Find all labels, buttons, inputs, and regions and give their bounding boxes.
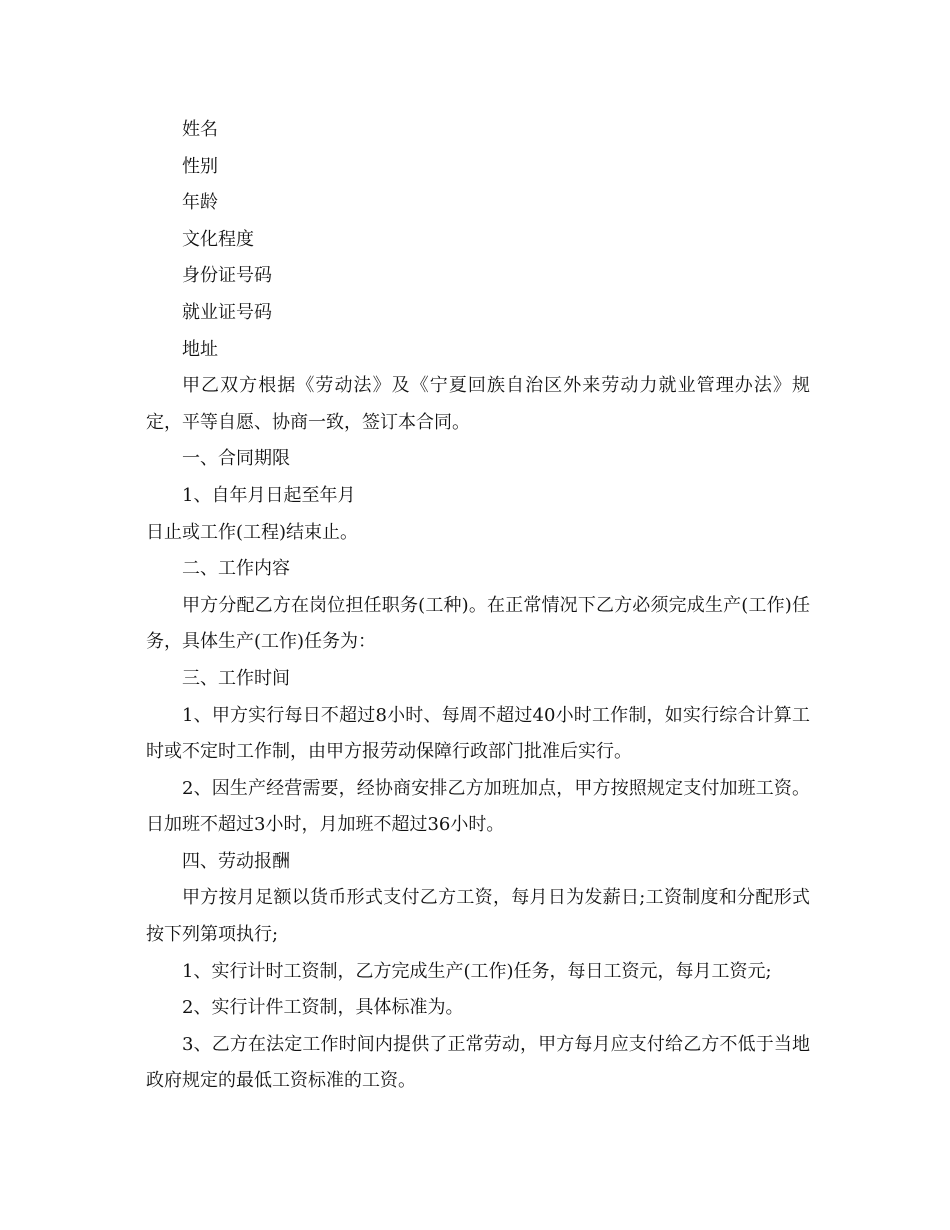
field-employment-number: 就业证号码 (182, 301, 272, 323)
section-heading-remuneration: 四、劳动报酬 (182, 850, 290, 872)
field-name: 姓名 (182, 119, 218, 140)
contract-page (146, 112, 810, 1100)
field-id-number: 身份证号码 (182, 265, 272, 287)
term-clause-1: 1、自年月日起至年月 (182, 484, 356, 506)
section-heading-work-content: 二、工作内容 (182, 558, 290, 580)
work-content-paragraph: 甲方分配乙方在岗位担任职务(工种)。在正常情况下乙方必须完成生产(工作)任务，具体生产(工作)任务为： (146, 594, 810, 653)
remuneration-paragraph: 甲方按月足额以货币形式支付乙方工资，每月日为发薪日;工资制度和分配形式按下列第项执行; (146, 887, 810, 946)
remuneration-clause-3: 3、乙方在法定工作时间内提供了正常劳动，甲方每月应支付给乙方不低于当地政府规定的最低工资标准的工资。 (146, 1033, 810, 1092)
section-heading-work-time: 三、工作时间 (182, 667, 290, 689)
section-heading-term: 一、合同期限 (182, 448, 290, 470)
remuneration-clause-1: 1、实行计时工资制，乙方完成生产(工作)任务，每日工资元，每月工资元; (182, 960, 772, 982)
term-clause-end: 日止或工作(工程)结束止。 (146, 521, 359, 543)
field-gender: 性别 (182, 155, 218, 177)
remuneration-clause-2: 2、实行计件工资制，具体标准为。 (182, 997, 464, 1019)
field-address: 地址 (182, 338, 218, 360)
field-education: 文化程度 (182, 228, 254, 250)
field-age: 年龄 (182, 192, 218, 214)
work-time-clause-1: 1、甲方实行每日不超过8小时、每周不超过40小时工作制，如实行综合计算工时或不定时工作制，由甲方报劳动保障行政部门批准后实行。 (146, 704, 810, 763)
intro-paragraph: 甲乙双方根据《劳动法》及《宁夏回族自治区外来劳动力就业管理办法》规定，平等自愿、协商一致，签订本合同。 (146, 375, 810, 433)
work-time-clause-2: 2、因生产经营需要，经协商安排乙方加班加点，甲方按照规定支付加班工资。日加班不超过3小时，月加班不超过36小时。 (146, 777, 810, 836)
